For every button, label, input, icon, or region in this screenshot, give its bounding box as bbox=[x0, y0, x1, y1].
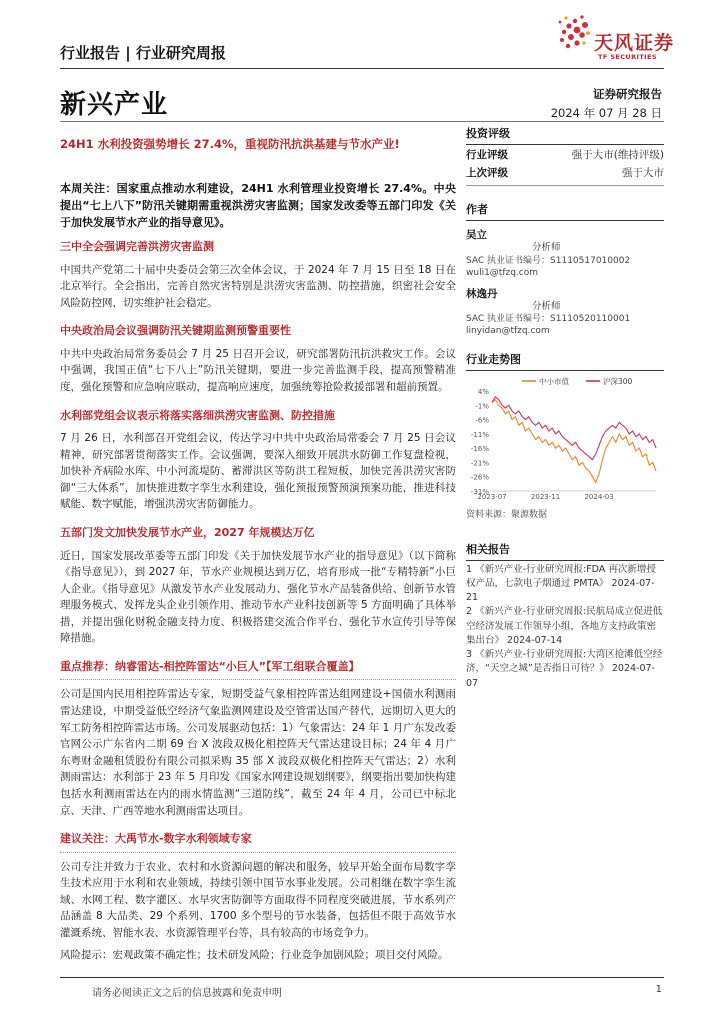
y-tick-label: -11% bbox=[470, 430, 489, 439]
recommendation-title-2: 建议关注：大禹节水-数字水利领域专家 bbox=[60, 831, 456, 853]
related-title: 相关报告 bbox=[466, 538, 664, 561]
logo-en: TF SECURITIES bbox=[598, 53, 657, 61]
related-report-2[interactable]: 2 《新兴产业-行业研究周报:民航局成立促进低空经济发展工作领导小组，各地方支持政策密集出台》 2024-07-14 bbox=[466, 606, 663, 646]
legend-label: 中小市值 bbox=[539, 376, 569, 386]
author-role-spacer-1 bbox=[466, 242, 502, 255]
author-role-1: 分析师 bbox=[532, 242, 561, 254]
author-sac-2: SAC 执业证书编号：S1110520110001 bbox=[466, 314, 631, 325]
disclaimer-note: 请务必阅读正文之后的信息披露和免责申明 bbox=[92, 988, 282, 999]
sidebar bbox=[466, 122, 664, 691]
risk-warning: 风险提示：宏观政策不确定性；技术研发风险；行业竞争加剧风险；项目交付风险。 bbox=[60, 949, 449, 962]
y-tick-label: -1% bbox=[475, 401, 489, 410]
section-title-4: 五部门发文加快发展节水产业，2027 年规模达万亿 bbox=[60, 526, 315, 539]
author-role-spacer-2 bbox=[466, 301, 502, 314]
section-body-4: 近日，国家发展改革委等五部门印发《关于加快发展节水产业的指导意见》（以下简称《指导意见》），到 2027 年，节水产业规模达到万亿，培育形成一批“专精特新”小巨人企业。《指导意见》从激发节水产业发展动力、强化节水产品装备供给、创新节水管理服务模式、发挥龙头企业引领作用、推动节水产业科技创新等 5 方面明确了具体举措，并提出强化财税金融支持力度、积极搭建交流合作平台、强化节水宣传引导等保障措施。 bbox=[60, 549, 456, 645]
y-tick-label: -6% bbox=[475, 416, 489, 425]
prev-rating-row bbox=[466, 166, 664, 186]
y-tick-label: -31% bbox=[470, 487, 489, 496]
industry-rating-row bbox=[466, 148, 664, 163]
prev-rating-label: 上次评级 bbox=[466, 167, 508, 180]
logo-cn: 天风证券 bbox=[594, 32, 675, 54]
section-body-2: 中共中央政治局常务委员会 7 月 25 日召开会议，研究部署防汛抗洪救灾工作。会议中强调，我国正值“七下八上”防汛关键期，要进一步完善监测手段，提高预警精准度，强化预警和应急响应联动，提高响应速度，加强统筹抢险救援部署和超前预置。 bbox=[60, 347, 456, 394]
section-title-3: 水利部党组会议表示将落实落细洪涝灾害监测、防控措施 bbox=[60, 408, 335, 422]
author-name-2: 林逸丹 bbox=[466, 287, 498, 300]
author-email-1[interactable]: wuli1@tfzq.com bbox=[466, 268, 539, 279]
prev-rating-value: 强于大市 bbox=[622, 167, 664, 180]
y-tick-label: -21% bbox=[470, 459, 489, 468]
series-line-1 bbox=[492, 399, 656, 482]
recommendation-body-2: 公司专注并致力于农业、农村和水资源问题的解决和服务，较早开始全面布局数字孪生技术应用于水利和农业领域，持续引领中国节水事业发展。公司相继在数字孪生流域、水网工程、数字灌区、水旱灾害防御等方面取得不同程度突破进展，节水系列产品涵盖 8 大品类、29 个系列、1700 多个型号的节水装备，包括但不限于高效节水灌溉系统、智能水表、水资源管理平台等，具有较高的市场竞争力。 bbox=[60, 860, 456, 939]
author-role-row-1 bbox=[466, 242, 664, 255]
y-tick-label: -16% bbox=[470, 444, 489, 453]
rating-title: 投资评级 bbox=[466, 122, 664, 145]
trend-chart bbox=[466, 373, 664, 505]
industry-rating-label: 行业评级 bbox=[466, 149, 508, 161]
series-line-2 bbox=[492, 396, 656, 459]
recommendation-title-1: 重点推荐：纳睿雷达-相控阵雷达“小巨人”【军工组联合覆盖】 bbox=[60, 659, 456, 681]
chart-source: 资料来源：聚源数据 bbox=[466, 509, 548, 520]
related-report-3[interactable]: 3 《新兴产业-行业研究周报:大湾区抢滩低空经济，“天空之城”是否指日可待？》 2024-07-07 bbox=[466, 649, 663, 689]
top-divider bbox=[60, 68, 664, 69]
authors-title: 作者 bbox=[466, 198, 664, 221]
legend-label: 沪深300 bbox=[603, 376, 633, 386]
x-tick-label: 2023-11 bbox=[530, 492, 561, 501]
section-body-1: 中国共产党第二十届中央委员会第三次全体会议，于 2024 年 7 月 15 日至 18 日在北京举行。全会指出，完善自然灾害特别是洪涝灾害监测、防控措施，织密社会安全风险防控网，切实维护社会稳定。 bbox=[60, 263, 456, 309]
y-tick-label: -26% bbox=[470, 473, 489, 482]
footer-divider bbox=[60, 977, 664, 978]
report-type: 行业报告 | 行业研究周报 bbox=[60, 44, 226, 62]
author-role-row-2 bbox=[466, 301, 664, 314]
author-role-2: 分析师 bbox=[532, 300, 561, 312]
trend-chart-svg bbox=[466, 373, 664, 505]
x-tick-label: 2024-03 bbox=[584, 492, 614, 501]
page-number: 1 bbox=[655, 984, 662, 995]
section-body-3: 7 月 26 日，水利部召开党组会议，传达学习中共中央政治局常委会 7 月 25 日会议精神，研究部署贯彻落实工作。会议强调，要深入细致开展洪水防御工作复盘检视，加快补齐病险水库、中小河流堤防、蓄滞洪区等防洪工程短板，加快完善洪涝灾害防御“三大体系”，加快推进数字孪生水利建设，强化预报预警预演预案功能，推进科技赋能、数字赋能，增强洪涝灾害防御能力。 bbox=[60, 432, 456, 511]
headline: 24H1 水利投资强势增长 27.4%，重视防汛抗洪基建与节水产业! bbox=[60, 137, 400, 151]
section-title-2: 中央政治局会议强调防汛关键期监测预警重要性 bbox=[60, 324, 291, 338]
section-title-1: 三中全会强调完善洪涝灾害监测 bbox=[60, 240, 214, 254]
recommendation-body-1: 公司是国内民用相控阵雷达专家，短期受益气象相控阵雷达组网建设+国债水利测雨雷达建设，中期受益低空经济气象监测网建设及空管雷达国产替代，远期切入更大的军工防务相控阵雷达市场。公司发展驱动包括：1）气象雷达：24 年 1 月广东发改委官网公示广东省内二期 69 台 X 波段双极化相控阵天气雷达建设目标；24 年 4 月广东粤财金融租赁股份有限公司拟采购 35 部 X 波段双极化相控阵天气雷达；2）水利测雨雷达：水利部于 23 年 5 月印发《国家水网建设规划纲要》，纲要指出要加快构建包括水利测雨雷达在内的雨水情监测“三道防线”，截至 24 年 4 月，公司已中标北京、天津、广西等地水利测雨雷达项目。 bbox=[60, 688, 456, 817]
y-tick-label: 4% bbox=[477, 387, 489, 396]
summary: 本周关注：国家重点推动水利建设，24H1 水利管理业投资增长 27.4%。中央提出“七上八下”防汛关键期需重视洪涝灾害监测；国家发改委等五部门印发《关于加快发展节水产业的指导意见》。 bbox=[60, 182, 456, 230]
author-name-1: 吴立 bbox=[466, 229, 487, 242]
industry-rating-value: 强于大市(维持评级) bbox=[571, 149, 664, 161]
author-sac-1: SAC 执业证书编号：S1110517010002 bbox=[466, 256, 631, 267]
trend-title: 行业走势图 bbox=[466, 348, 664, 371]
industry-title: 新兴产业 bbox=[60, 90, 169, 120]
x-tick-label: 2023-07 bbox=[477, 492, 507, 501]
report-date: 2024 年 07 月 28 日 bbox=[550, 106, 662, 120]
report-label: 证券研究报告 bbox=[593, 87, 662, 101]
related-report-1[interactable]: 1 《新兴产业-行业研究周报:FDA 再次新增授权产品，七款电子烟通过 PMTA》 2024-07-21 bbox=[466, 563, 656, 604]
author-email-2[interactable]: linyidan@tfzq.com bbox=[466, 326, 550, 337]
main-content bbox=[60, 180, 456, 964]
